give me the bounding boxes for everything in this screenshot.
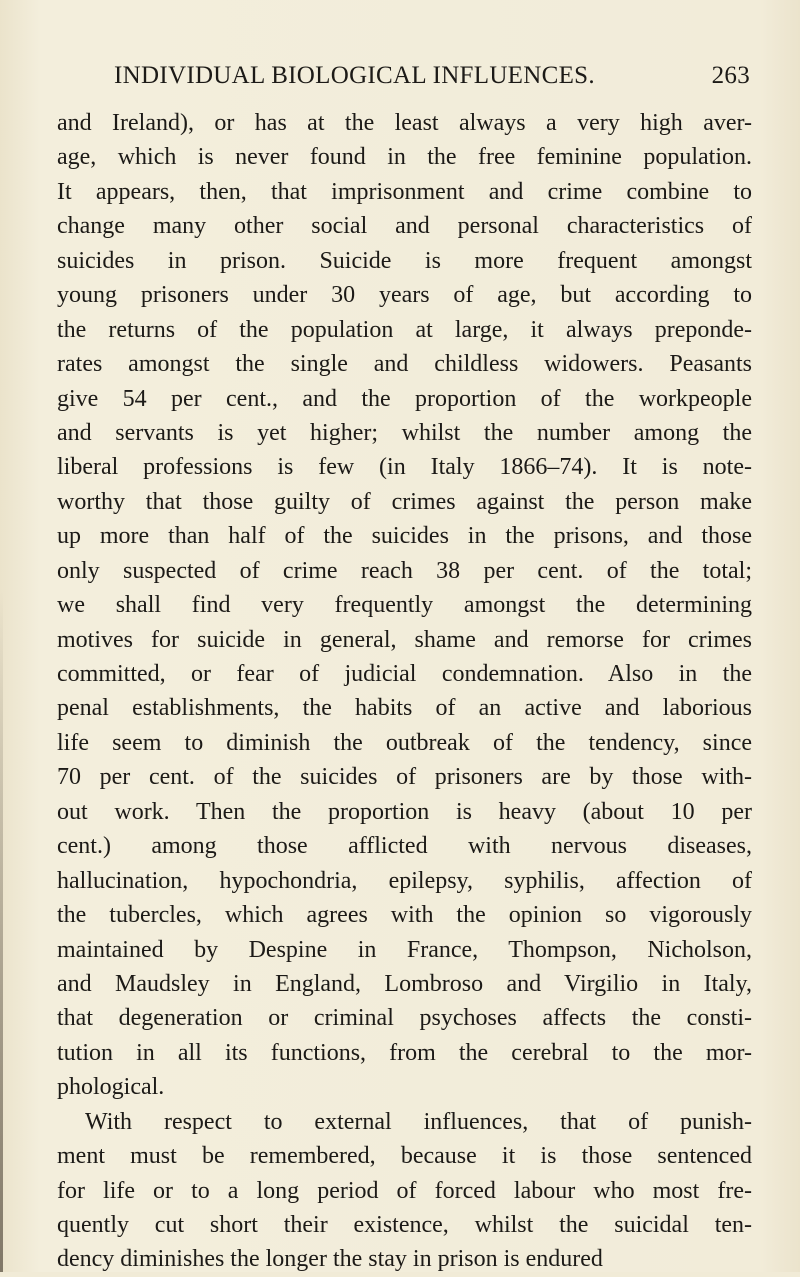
text-line: and Maudsley in England, Lombroso and Virgilio in Italy, <box>57 970 752 997</box>
text-line: maintained by Despine in France, Thompson, Nicholson, <box>57 936 752 963</box>
text-line: committed, or fear of judicial condemnation. Also in the <box>57 661 752 687</box>
text-line: worthy that those guilty of crimes against the person make <box>57 488 752 515</box>
text-line: suicides in prison. Suicide is more frequent amongst <box>57 247 752 274</box>
text-line: that degeneration or criminal psychoses affects the consti- <box>57 1005 752 1032</box>
text-line: give 54 per cent., and the proportion of the workpeople <box>57 385 752 412</box>
text-line: change many other social and personal characteristics of <box>57 213 752 240</box>
text-line: we shall find very frequently amongst the determining <box>57 592 752 619</box>
paragraph-end-line: phological. <box>57 1074 165 1101</box>
text-line: out work. Then the proportion is heavy (about 10 per <box>57 798 752 825</box>
paragraph-start-line: With respect to external influences, that of punish- <box>85 1108 752 1135</box>
text-line: tution in all its functions, from the cerebral to the mor- <box>57 1039 752 1066</box>
running-head <box>114 62 750 94</box>
text-line: up more than half of the suicides in the prisons, and those <box>57 523 752 550</box>
text-line: hallucination, hypochondria, epilepsy, syphilis, affection of <box>57 867 752 894</box>
text-line: dency diminishes the longer the stay in prison is endured <box>57 1246 603 1273</box>
text-line: life seem to diminish the outbreak of the tendency, since <box>57 729 752 756</box>
running-title: INDIVIDUAL BIOLOGICAL INFLUENCES. <box>114 62 595 89</box>
text-line: the returns of the population at large, it always preponde- <box>57 316 752 343</box>
text-line: ment must be remembered, because it is those sentenced <box>57 1143 752 1170</box>
text-line: young prisoners under 30 years of age, but according to <box>57 282 752 309</box>
page-edge-shadow <box>0 590 3 1272</box>
text-line: the tubercles, which agrees with the opinion so vigorously <box>57 902 752 929</box>
body-text <box>57 106 752 1277</box>
text-line: It appears, then, that imprisonment and crime combine to <box>57 178 752 205</box>
text-line: and Ireland), or has at the least always a very high aver- <box>57 110 752 136</box>
text-line: motives for suicide in general, shame and remorse for crimes <box>57 626 752 653</box>
text-line: cent.) among those afflicted with nervous diseases, <box>57 833 752 860</box>
text-line: penal establishments, the habits of an active and laborious <box>57 695 752 722</box>
text-line: rates amongst the single and childless widowers. Peasants <box>57 351 752 378</box>
page-number: 263 <box>711 62 750 89</box>
text-line: age, which is never found in the free feminine population. <box>57 144 752 171</box>
text-line: and servants is yet higher; whilst the number among the <box>57 419 752 446</box>
text-line: only suspected of crime reach 38 per cent. of the total; <box>57 557 752 584</box>
text-line: liberal professions is few (in Italy 1866–74). It is note- <box>57 454 752 481</box>
text-line: for life or to a long period of forced labour who most fre- <box>57 1177 752 1204</box>
text-line: quently cut short their existence, whilst the suicidal ten- <box>57 1212 752 1238</box>
text-line: 70 per cent. of the suicides of prisoners are by those with- <box>57 764 752 791</box>
